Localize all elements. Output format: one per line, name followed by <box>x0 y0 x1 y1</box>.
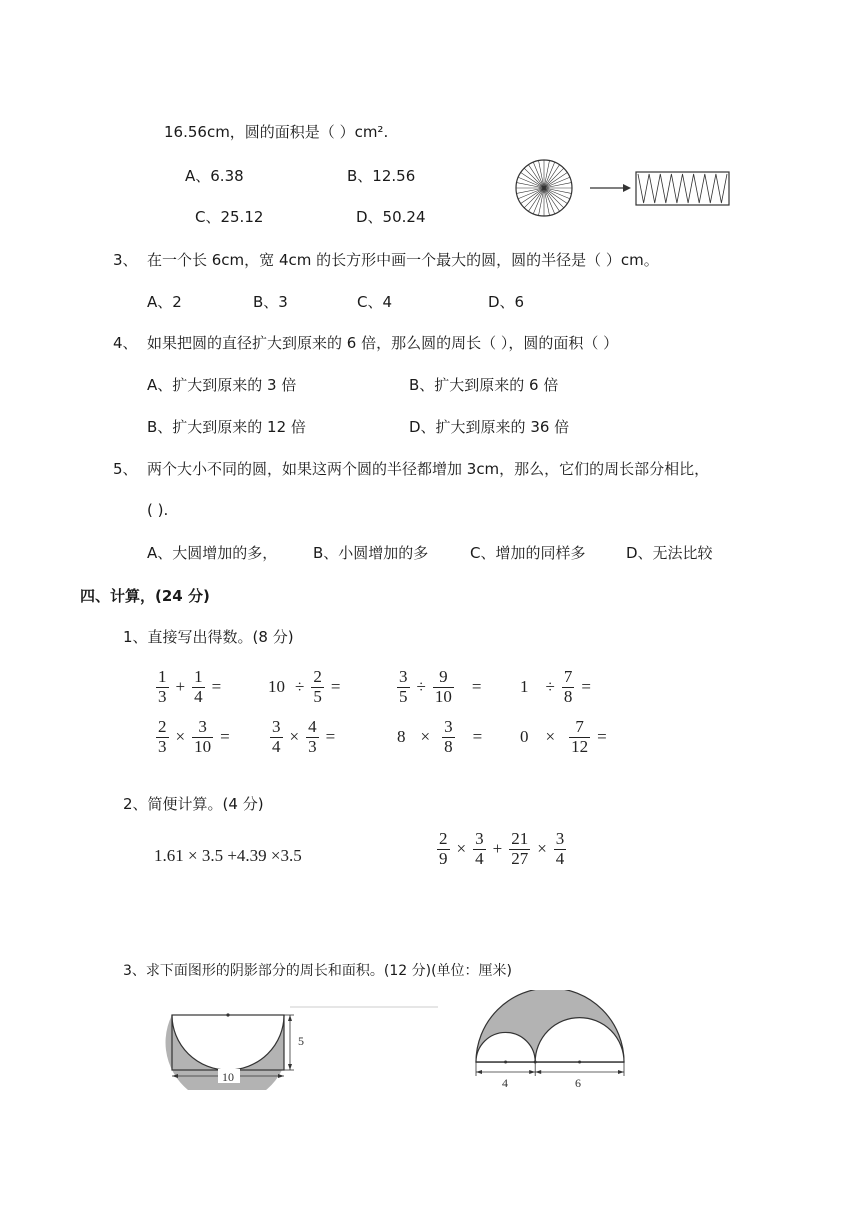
calc1-expr-7: 8 × $\frac{3}{8}$ = <box>397 717 483 756</box>
q2-option-d: D、50.24 <box>356 208 426 226</box>
svg-text:4: 4 <box>502 1076 508 1090</box>
shaded-rectangle-figure <box>160 1005 450 1090</box>
q5-text: 两个大小不同的圆，如果这两个圆的半径都增加 3cm，那么，它们的周长部分相比， <box>147 460 710 478</box>
q3-option-a: A、2 <box>147 293 182 311</box>
svg-text:5: 5 <box>298 1034 304 1048</box>
q2-line <box>164 121 388 142</box>
calc1-expr-6: $\frac{3}{4}$ × $\frac{4}{3}$ = <box>272 717 336 756</box>
arrow-icon <box>590 184 631 192</box>
q2-option-b: B、12.56 <box>347 167 416 185</box>
q4-option-a: A、扩大到原来的 3 倍 <box>147 376 297 394</box>
fraction: $\frac{2}{5}$ <box>313 667 322 706</box>
q4-option-c: B、扩大到原来的 12 倍 <box>147 418 306 436</box>
calc2-expr-2: $\frac{2}{9}$ × $\frac{3}{4}$ + $\frac{21}{27}$ × $\frac{3}{4}$ <box>439 829 565 868</box>
calc2-expr-1: 1.61 × 3.5 +4.39 ×3.5 <box>154 846 302 865</box>
sliced-circle <box>516 160 572 216</box>
section-4-heading <box>80 585 210 606</box>
height-dimension <box>284 1015 304 1070</box>
calc1-expr-5: $\frac{2}{3}$ × $\frac{3}{10}$ = <box>158 717 230 756</box>
fraction: $\frac{3}{4}$ <box>475 829 484 868</box>
q2-text: 16.56cm，圆的面积是（ ）cm². <box>164 123 389 141</box>
fraction: $\frac{2}{3}$ <box>158 717 167 756</box>
fraction: $\frac{4}{3}$ <box>308 717 317 756</box>
fraction: $\frac{3}{5}$ <box>399 667 408 706</box>
calc3-title: 3、求下面图形的阴影部分的周长和面积。(12 分)(单位：厘米) <box>123 963 513 979</box>
center-dot <box>226 1013 229 1016</box>
q5-option-c: C、增加的同样多 <box>470 544 586 562</box>
q4-option-b: B、扩大到原来的 6 倍 <box>409 376 559 394</box>
q3-number: 3、 <box>113 251 138 269</box>
section-4-score: 24 分 <box>161 587 203 605</box>
shaded-semicircles-figure <box>470 990 630 1090</box>
q5-number: 5、 <box>113 460 138 478</box>
fraction: $\frac{7}{8}$ <box>563 667 573 706</box>
zigzag-rectangle <box>636 172 729 205</box>
fraction: $\frac{3}{4}$ <box>272 717 281 756</box>
q2-option-c: C、25.12 <box>195 208 264 226</box>
fraction: $\frac{2}{9}$ <box>439 829 448 868</box>
fraction: $\frac{21}{27}$ <box>511 829 529 868</box>
q3-option-b: B、3 <box>253 293 288 311</box>
calc1-expr-2: 10 ÷ $\frac{2}{5}$ = <box>268 667 341 706</box>
svg-text:10: 10 <box>222 1070 234 1084</box>
q4-text: 如果把圆的直径扩大到原来的 6 倍，那么圆的周长（ ），圆的面积（ ） <box>147 334 619 352</box>
section-4-title: 四、计算，( <box>80 587 162 605</box>
q3-text: 在一个长 6cm，宽 4cm 的长方形中画一个最大的圆，圆的半径是（ ）cm。 <box>147 251 659 269</box>
q3-option-c: C、4 <box>357 293 393 311</box>
calc1-expr-1: $\frac{1}{3}$ + $\frac{1}{4}$ = <box>158 667 222 706</box>
svg-text:6: 6 <box>575 1076 581 1090</box>
q5-option-d: D、无法比较 <box>626 544 713 562</box>
q4-number: 4、 <box>113 334 138 352</box>
calc1-expr-8: 0 × $\frac{7}{12}$ = <box>520 717 607 756</box>
circle-to-rectangle-figure <box>515 158 735 218</box>
calc1-expr-4: 1 ÷ $\frac{7}{8}$ = <box>520 667 591 706</box>
calc2-title: 2、简便计算。(4 分) <box>123 795 264 813</box>
q2-option-a: A、6.38 <box>185 167 244 185</box>
q4-option-d: D、扩大到原来的 36 倍 <box>409 418 570 436</box>
dimension-lines <box>476 1062 624 1090</box>
fraction: $\frac{3}{4}$ <box>555 829 565 868</box>
section-4-close: ) <box>202 587 210 605</box>
fraction: $\frac{3}{10}$ <box>194 717 212 756</box>
fraction: $\frac{7}{12}$ <box>571 717 589 756</box>
fraction: $\frac{9}{10}$ <box>434 667 452 706</box>
q5-option-b: B、小圆增加的多 <box>313 544 429 562</box>
calc1-expr-3: $\frac{3}{5}$ ÷ $\frac{9}{10}$ = <box>399 667 482 706</box>
fraction: $\frac{1}{4}$ <box>194 667 203 706</box>
fraction: $\frac{1}{3}$ <box>158 667 167 706</box>
calc1-title: 1、直接写出得数。(8 分) <box>123 628 294 646</box>
fraction: $\frac{3}{8}$ <box>444 717 453 756</box>
q3-option-d: D、6 <box>488 293 525 311</box>
q5-option-a: A、大圆增加的多， <box>147 544 278 562</box>
q5-blank: ( ). <box>147 501 169 519</box>
